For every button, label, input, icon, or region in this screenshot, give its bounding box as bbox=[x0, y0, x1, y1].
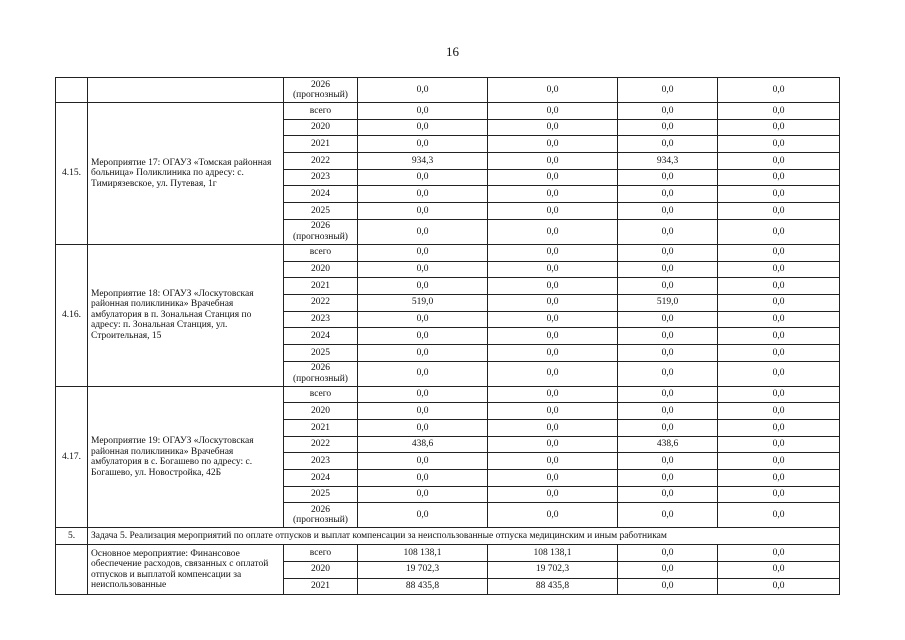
year-cell: 2026 (прогнозный) bbox=[284, 219, 358, 244]
year-cell: 2023 bbox=[284, 311, 358, 328]
value-cell: 0,0 bbox=[718, 361, 840, 386]
value-cell: 0,0 bbox=[718, 545, 840, 562]
year-cell: 2020 bbox=[284, 561, 358, 578]
value-cell: 0,0 bbox=[718, 470, 840, 487]
year-cell: 2024 bbox=[284, 186, 358, 203]
value-cell: 438,6 bbox=[618, 436, 718, 453]
value-cell: 0,0 bbox=[358, 403, 488, 420]
value-cell: 0,0 bbox=[358, 328, 488, 345]
year-cell: 2020 bbox=[284, 403, 358, 420]
value-cell: 0,0 bbox=[718, 169, 840, 186]
value-cell: 0,0 bbox=[488, 153, 618, 170]
value-cell: 19 702,3 bbox=[488, 561, 618, 578]
year-cell: 2021 bbox=[284, 420, 358, 437]
value-cell: 0,0 bbox=[488, 136, 618, 153]
year-cell: 2025 bbox=[284, 203, 358, 220]
value-cell: 0,0 bbox=[618, 311, 718, 328]
year-cell: 2021 bbox=[284, 136, 358, 153]
year-cell: 2023 bbox=[284, 169, 358, 186]
value-cell: 0,0 bbox=[358, 203, 488, 220]
value-cell: 0,0 bbox=[718, 186, 840, 203]
value-cell: 0,0 bbox=[618, 386, 718, 403]
value-cell: 0,0 bbox=[358, 78, 488, 103]
value-cell: 108 138,1 bbox=[358, 545, 488, 562]
item-description: Мероприятие 19: ОГАУЗ «Лоскутовская районная поликлиника» Врачебная амбулатория в с. Богашево по адресу: с. Богашево, ул. Новостройка, 42Б bbox=[88, 386, 284, 528]
value-cell: 0,0 bbox=[488, 186, 618, 203]
value-cell: 0,0 bbox=[358, 186, 488, 203]
value-cell: 519,0 bbox=[618, 294, 718, 311]
value-cell: 0,0 bbox=[618, 578, 718, 595]
value-cell: 0,0 bbox=[488, 420, 618, 437]
table-row bbox=[56, 78, 840, 103]
item-description: Мероприятие 18: ОГАУЗ «Лоскутовская районная поликлиника» Врачебная амбулатория в п. Зональная Станция по адресу: п. Зональная Станция, ул. Строительная, 15 bbox=[88, 244, 284, 386]
value-cell: 0,0 bbox=[488, 328, 618, 345]
value-cell: 0,0 bbox=[358, 311, 488, 328]
value-cell: 0,0 bbox=[488, 103, 618, 120]
year-cell: 2020 bbox=[284, 119, 358, 136]
value-cell: 0,0 bbox=[618, 278, 718, 295]
value-cell: 0,0 bbox=[358, 453, 488, 470]
value-cell: 0,0 bbox=[618, 561, 718, 578]
value-cell: 0,0 bbox=[618, 219, 718, 244]
value-cell: 0,0 bbox=[358, 244, 488, 261]
value-cell: 0,0 bbox=[358, 169, 488, 186]
value-cell: 0,0 bbox=[718, 561, 840, 578]
value-cell: 0,0 bbox=[718, 153, 840, 170]
value-cell: 0,0 bbox=[358, 278, 488, 295]
value-cell: 0,0 bbox=[488, 503, 618, 528]
value-cell: 0,0 bbox=[488, 261, 618, 278]
value-cell: 0,0 bbox=[618, 119, 718, 136]
budget-table bbox=[55, 77, 840, 595]
value-cell: 0,0 bbox=[618, 136, 718, 153]
value-cell: 0,0 bbox=[488, 278, 618, 295]
item-number: 4.15. bbox=[56, 103, 88, 245]
value-cell: 0,0 bbox=[618, 103, 718, 120]
value-cell: 0,0 bbox=[718, 294, 840, 311]
value-cell: 934,3 bbox=[358, 153, 488, 170]
value-cell: 0,0 bbox=[618, 261, 718, 278]
value-cell: 0,0 bbox=[358, 420, 488, 437]
item-number: 4.17. bbox=[56, 386, 88, 528]
value-cell: 0,0 bbox=[358, 103, 488, 120]
year-cell: 2021 bbox=[284, 278, 358, 295]
value-cell: 0,0 bbox=[718, 119, 840, 136]
value-cell: 0,0 bbox=[488, 386, 618, 403]
year-cell: всего bbox=[284, 386, 358, 403]
year-cell: 2022 bbox=[284, 294, 358, 311]
value-cell: 0,0 bbox=[718, 453, 840, 470]
value-cell: 0,0 bbox=[488, 403, 618, 420]
item-number: 4.16. bbox=[56, 244, 88, 386]
value-cell: 0,0 bbox=[618, 78, 718, 103]
value-cell: 0,0 bbox=[488, 436, 618, 453]
value-cell: 0,0 bbox=[488, 244, 618, 261]
value-cell: 0,0 bbox=[618, 186, 718, 203]
table-row bbox=[56, 386, 840, 403]
value-cell: 0,0 bbox=[358, 386, 488, 403]
value-cell: 0,0 bbox=[718, 344, 840, 361]
table-row bbox=[56, 545, 840, 562]
year-cell: всего bbox=[284, 545, 358, 562]
value-cell: 0,0 bbox=[618, 328, 718, 345]
value-cell: 519,0 bbox=[358, 294, 488, 311]
value-cell: 0,0 bbox=[488, 294, 618, 311]
year-cell: 2022 bbox=[284, 153, 358, 170]
year-cell: всего bbox=[284, 103, 358, 120]
value-cell: 0,0 bbox=[618, 169, 718, 186]
value-cell: 0,0 bbox=[358, 503, 488, 528]
value-cell: 0,0 bbox=[618, 486, 718, 503]
year-cell: 2026 (прогнозный) bbox=[284, 78, 358, 103]
value-cell: 0,0 bbox=[358, 361, 488, 386]
year-cell: 2026 (прогнозный) bbox=[284, 361, 358, 386]
value-cell: 0,0 bbox=[718, 436, 840, 453]
value-cell: 0,0 bbox=[718, 311, 840, 328]
year-cell: 2022 bbox=[284, 436, 358, 453]
value-cell: 0,0 bbox=[358, 119, 488, 136]
value-cell: 0,0 bbox=[488, 78, 618, 103]
value-cell: 0,0 bbox=[618, 503, 718, 528]
value-cell: 0,0 bbox=[718, 278, 840, 295]
value-cell: 108 138,1 bbox=[488, 545, 618, 562]
value-cell: 0,0 bbox=[358, 344, 488, 361]
value-cell: 0,0 bbox=[618, 545, 718, 562]
task-number: 5. bbox=[56, 528, 88, 545]
value-cell: 0,0 bbox=[358, 219, 488, 244]
year-cell: 2023 bbox=[284, 453, 358, 470]
value-cell: 0,0 bbox=[488, 169, 618, 186]
value-cell: 0,0 bbox=[718, 386, 840, 403]
page-number: 16 bbox=[446, 44, 459, 59]
value-cell: 0,0 bbox=[718, 578, 840, 595]
year-cell: 2026 (прогнозный) bbox=[284, 503, 358, 528]
value-cell: 438,6 bbox=[358, 436, 488, 453]
value-cell: 0,0 bbox=[488, 344, 618, 361]
table-body bbox=[56, 78, 840, 595]
item-description: Мероприятие 17: ОГАУЗ «Томская районная больница» Поликлиника по адресу: с. Тимирязевское, ул. Путевая, 1г bbox=[88, 103, 284, 245]
value-cell: 0,0 bbox=[618, 203, 718, 220]
value-cell: 0,0 bbox=[718, 403, 840, 420]
value-cell: 0,0 bbox=[618, 361, 718, 386]
value-cell: 0,0 bbox=[718, 136, 840, 153]
value-cell: 0,0 bbox=[488, 361, 618, 386]
table-row bbox=[56, 103, 840, 120]
value-cell: 0,0 bbox=[618, 403, 718, 420]
value-cell: 88 435,8 bbox=[488, 578, 618, 595]
year-cell: 2021 bbox=[284, 578, 358, 595]
value-cell: 0,0 bbox=[718, 203, 840, 220]
value-cell: 0,0 bbox=[358, 136, 488, 153]
value-cell: 0,0 bbox=[358, 470, 488, 487]
value-cell: 0,0 bbox=[488, 470, 618, 487]
year-cell: 2024 bbox=[284, 328, 358, 345]
year-cell: всего bbox=[284, 244, 358, 261]
value-cell: 0,0 bbox=[358, 261, 488, 278]
value-cell: 0,0 bbox=[718, 261, 840, 278]
item-number bbox=[56, 545, 88, 595]
year-cell: 2024 bbox=[284, 470, 358, 487]
value-cell: 0,0 bbox=[718, 219, 840, 244]
value-cell: 0,0 bbox=[718, 78, 840, 103]
year-cell: 2025 bbox=[284, 344, 358, 361]
value-cell: 0,0 bbox=[488, 453, 618, 470]
value-cell: 0,0 bbox=[488, 203, 618, 220]
value-cell: 0,0 bbox=[358, 486, 488, 503]
value-cell: 19 702,3 bbox=[358, 561, 488, 578]
number-cell bbox=[56, 78, 88, 103]
value-cell: 0,0 bbox=[718, 486, 840, 503]
value-cell: 0,0 bbox=[718, 244, 840, 261]
value-cell: 0,0 bbox=[488, 486, 618, 503]
value-cell: 0,0 bbox=[488, 119, 618, 136]
task-title: Задача 5. Реализация мероприятий по оплате отпусков и выплат компенсации за неиспользованные отпуска медицинским и иным работникам bbox=[88, 528, 840, 545]
year-cell: 2020 bbox=[284, 261, 358, 278]
value-cell: 0,0 bbox=[718, 328, 840, 345]
value-cell: 0,0 bbox=[488, 219, 618, 244]
value-cell: 0,0 bbox=[488, 311, 618, 328]
value-cell: 0,0 bbox=[618, 453, 718, 470]
table-row bbox=[56, 244, 840, 261]
value-cell: 934,3 bbox=[618, 153, 718, 170]
item-description: Основное мероприятие: Финансовое обеспечение расходов, связанных с оплатой отпусков и выплатой компенсации за неиспользованные bbox=[88, 545, 284, 595]
value-cell: 0,0 bbox=[618, 344, 718, 361]
table-row bbox=[56, 528, 840, 545]
year-cell: 2025 bbox=[284, 486, 358, 503]
value-cell: 0,0 bbox=[718, 420, 840, 437]
description-cell bbox=[88, 78, 284, 103]
value-cell: 88 435,8 bbox=[358, 578, 488, 595]
value-cell: 0,0 bbox=[618, 420, 718, 437]
value-cell: 0,0 bbox=[718, 103, 840, 120]
value-cell: 0,0 bbox=[618, 244, 718, 261]
value-cell: 0,0 bbox=[618, 470, 718, 487]
value-cell: 0,0 bbox=[718, 503, 840, 528]
